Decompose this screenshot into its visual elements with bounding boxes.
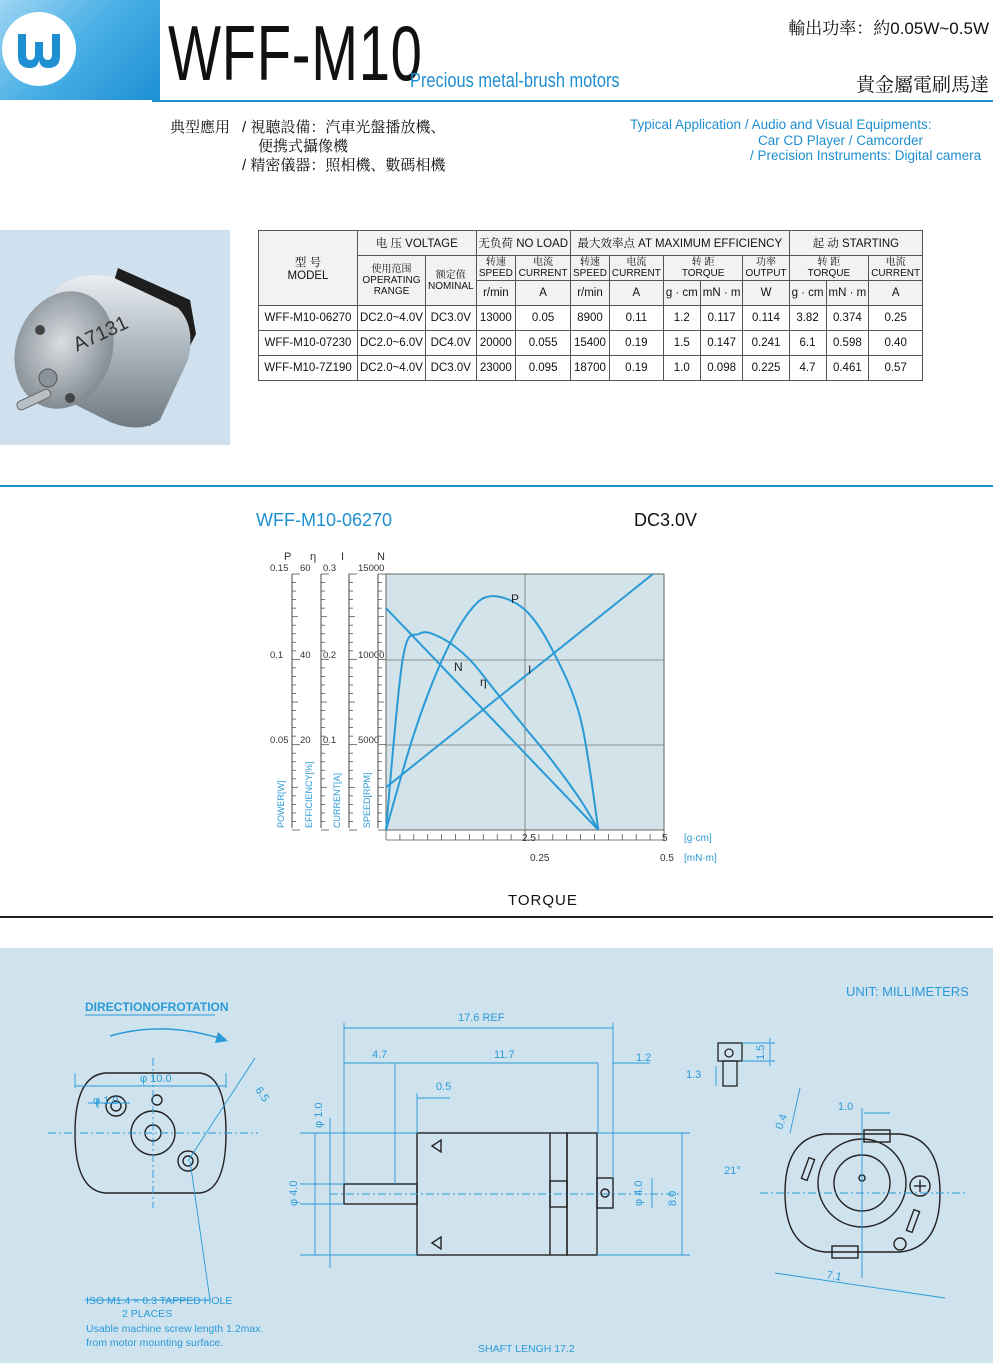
op-range-header: 使用范围 OPERATING RANGE <box>358 256 426 306</box>
product-subtitle: Precious metal-brush motors <box>410 70 620 92</box>
application-line-2-cn: 便携式攝像機 <box>258 138 349 155</box>
unit-cell: A <box>869 281 923 306</box>
cell-st-torque-g: 4.7 <box>789 356 826 381</box>
scale-label: 0.1 <box>323 735 337 746</box>
axis-head-eta: η <box>310 551 317 563</box>
maxeff-header: 最大效率点 AT MAXIMUM EFFICIENCY <box>571 231 790 256</box>
cell-nl-speed: 13000 <box>476 306 516 331</box>
table-row <box>259 306 923 331</box>
table-row <box>259 331 923 356</box>
application-line-3-cn: / 精密儀器：照相機、數碼相機 <box>242 157 446 174</box>
axis-name-speed: SPEED[RPM] <box>362 772 372 828</box>
note-title: ISO M1.4 × 0.3 TAPPED HOLE <box>86 1295 233 1307</box>
spec-table <box>258 230 923 381</box>
cell-st-torque-g: 3.82 <box>789 306 826 331</box>
output-power: 輸出功率：約0.05W~0.5W <box>788 19 989 38</box>
dim-rear-10: 1.0 <box>838 1101 854 1113</box>
unit-cell: A <box>516 281 571 306</box>
cell-range: DC2.0~4.0V <box>358 356 426 381</box>
axis-head-p: P <box>284 551 292 563</box>
cell-me-current: 0.19 <box>609 356 663 381</box>
dim-shaft: φ 1.0 <box>313 1102 325 1128</box>
application-line-2-en: Car CD Player / Camcorder <box>758 133 924 148</box>
voltage-header: 电 压 VOLTAGE <box>358 231 477 256</box>
cell-me-output: 0.241 <box>743 331 789 356</box>
x-unit-mn: [mN·m] <box>684 853 717 864</box>
curve-label-i: I <box>528 663 532 677</box>
cell-nl-current: 0.05 <box>516 306 571 331</box>
curve-label-eta: η <box>480 675 487 689</box>
application-line-1-en: Typical Application / Audio and Visual Equipments: <box>630 117 932 132</box>
unit-cell: r/min <box>476 281 516 306</box>
cell-model: WFF-M10-07230 <box>259 331 358 356</box>
x-tick-label: 2.5 <box>522 833 536 844</box>
unit-cell: g · cm <box>789 281 826 306</box>
application-label-cn: 典型應用 <box>170 119 231 136</box>
unit-cell: r/min <box>571 281 610 306</box>
scale-label: 5000 <box>358 735 380 746</box>
dim-d40b: φ 4.0 <box>633 1180 645 1206</box>
x-tick-label: 0.25 <box>530 853 550 864</box>
cell-me-torque-g: 1.0 <box>663 356 700 381</box>
unit-cell: mN · m <box>700 281 743 306</box>
cell-st-torque-g: 6.1 <box>789 331 826 356</box>
dim-15: 1.5 <box>755 1044 767 1060</box>
st-current-header: 电流 CURRENT <box>869 256 923 281</box>
cell-me-torque-g: 1.2 <box>663 306 700 331</box>
note-places: 2 PLACES <box>122 1308 173 1320</box>
note-line-1: Usable machine screw length 1.2max. <box>86 1323 264 1335</box>
cell-me-torque-mn: 0.147 <box>700 331 743 356</box>
cell-me-speed: 8900 <box>571 306 610 331</box>
dim-d40a: φ 4.0 <box>288 1180 300 1206</box>
me-torque-header: 转 距 TORQUE <box>663 256 743 281</box>
cell-st-current: 0.57 <box>869 356 923 381</box>
axis-name-power: POWER[W] <box>276 780 286 828</box>
cell-nl-speed: 23000 <box>476 356 516 381</box>
unit-cell: W <box>743 281 789 306</box>
cell-me-output: 0.225 <box>743 356 789 381</box>
model-header: 型 号 MODEL <box>259 231 358 306</box>
scale-label: 0.15 <box>270 563 289 574</box>
x-tick-label: 0.5 <box>660 853 674 864</box>
me-speed-header: 转速 SPEED <box>571 256 610 281</box>
model-title: WFF-M10 <box>168 9 423 97</box>
nominal-header: 额定值 NOMINAL <box>425 256 476 306</box>
scale-label: 40 <box>300 650 311 661</box>
dim-r65: 6.5 <box>252 1084 272 1105</box>
scale-label: 0.05 <box>270 735 289 746</box>
unit-cell: mN · m <box>826 281 869 306</box>
cell-me-current: 0.11 <box>609 306 663 331</box>
dim-176: 17.6 REF <box>458 1012 505 1024</box>
scale-label: 15000 <box>358 563 385 574</box>
dim-rear-04: 0.4 <box>773 1112 791 1132</box>
st-torque-header: 转 距 TORQUE <box>789 256 869 281</box>
cell-nl-speed: 20000 <box>476 331 516 356</box>
cell-range: DC2.0~4.0V <box>358 306 426 331</box>
table-row <box>259 356 923 381</box>
cell-st-torque-mn: 0.598 <box>826 331 869 356</box>
cell-model: WFF-M10-06270 <box>259 306 358 331</box>
cell-me-output: 0.114 <box>743 306 789 331</box>
shaft-length-note: SHAFT LENGH 17.2 <box>478 1343 575 1355</box>
axis-name-current: CURRENT[A] <box>332 772 342 828</box>
nl-speed-header: 转速 SPEED <box>476 256 516 281</box>
dim-angle-21: 21° <box>724 1165 741 1177</box>
scale-label: 0.2 <box>323 650 337 661</box>
dim-12: 1.2 <box>636 1052 652 1064</box>
cell-me-torque-g: 1.5 <box>663 331 700 356</box>
curve-label-p: P <box>511 592 520 606</box>
x-tick-label: 5 <box>662 833 668 844</box>
chart-title: WFF-M10-06270 <box>256 510 393 530</box>
noload-header: 无负荷 NO LOAD <box>476 231 570 256</box>
cell-st-current: 0.25 <box>869 306 923 331</box>
scale-label: 60 <box>300 563 311 574</box>
unit-label: UNIT: MILLIMETERS <box>846 984 969 999</box>
w-logo-icon <box>12 20 66 76</box>
dim-05: 0.5 <box>436 1081 452 1093</box>
nl-current-header: 电流 CURRENT <box>516 256 571 281</box>
cell-range: DC2.0~6.0V <box>358 331 426 356</box>
section-divider-blue <box>0 485 993 487</box>
axis-name-efficiency: EFFICIENCY[%] <box>304 761 314 828</box>
cell-nominal: DC3.0V <box>425 306 476 331</box>
dim-d1: φ 1.0 <box>93 1095 119 1107</box>
dim-80: 8.0 <box>667 1190 679 1206</box>
dim-13: 1.3 <box>686 1069 702 1081</box>
curve-label-n: N <box>454 660 463 674</box>
scale-label: 10000 <box>358 650 385 661</box>
chart-voltage: DC3.0V <box>634 510 698 530</box>
cell-nl-current: 0.055 <box>516 331 571 356</box>
motor-photo <box>0 230 230 445</box>
scale-label: 20 <box>300 735 311 746</box>
application-line-1-cn: / 視聽設備：汽車光盤播放機、 <box>242 119 446 136</box>
cell-me-speed: 18700 <box>571 356 610 381</box>
rotation-label: DIRECTIONOFROTATION <box>85 1000 229 1014</box>
x-unit-g: [g·cm] <box>684 833 712 844</box>
cell-nl-current: 0.095 <box>516 356 571 381</box>
axis-head-i: I <box>341 551 345 563</box>
cell-nominal: DC3.0V <box>425 356 476 381</box>
photo-label: A7131 <box>69 311 132 357</box>
scale-label: 0.3 <box>323 563 337 574</box>
scale-label: 0.1 <box>270 650 284 661</box>
series-name-cn: 貴金屬電刷馬達 <box>855 75 989 96</box>
starting-header: 起 动 STARTING <box>789 231 923 256</box>
unit-cell: A <box>609 281 663 306</box>
axis-head-n: N <box>377 551 385 563</box>
note-line-2: from motor mounting surface. <box>86 1337 224 1349</box>
cell-me-speed: 15400 <box>571 331 610 356</box>
cell-nominal: DC4.0V <box>425 331 476 356</box>
application-line-3-en: / Precision Instruments: Digital camera <box>750 148 982 163</box>
cell-me-torque-mn: 0.098 <box>700 356 743 381</box>
section-divider-black <box>0 916 993 918</box>
header-divider <box>152 100 993 102</box>
performance-chart <box>260 540 740 880</box>
unit-cell: g · cm <box>663 281 700 306</box>
chart-xlabel: TORQUE <box>508 892 578 909</box>
me-output-header: 功率 OUTPUT <box>743 256 789 281</box>
cell-model: WFF-M10-7Z190 <box>259 356 358 381</box>
cell-st-current: 0.40 <box>869 331 923 356</box>
cell-me-torque-mn: 0.117 <box>700 306 743 331</box>
dim-117: 11.7 <box>494 1049 515 1061</box>
me-current-header: 电流 CURRENT <box>609 256 663 281</box>
dimension-drawing <box>0 948 993 1363</box>
cell-me-current: 0.19 <box>609 331 663 356</box>
cell-st-torque-mn: 0.461 <box>826 356 869 381</box>
dim-rear-71: 7.1 <box>825 1269 843 1284</box>
dim-47: 4.7 <box>372 1049 388 1061</box>
dim-d10: φ 10.0 <box>140 1073 172 1085</box>
cell-st-torque-mn: 0.374 <box>826 306 869 331</box>
